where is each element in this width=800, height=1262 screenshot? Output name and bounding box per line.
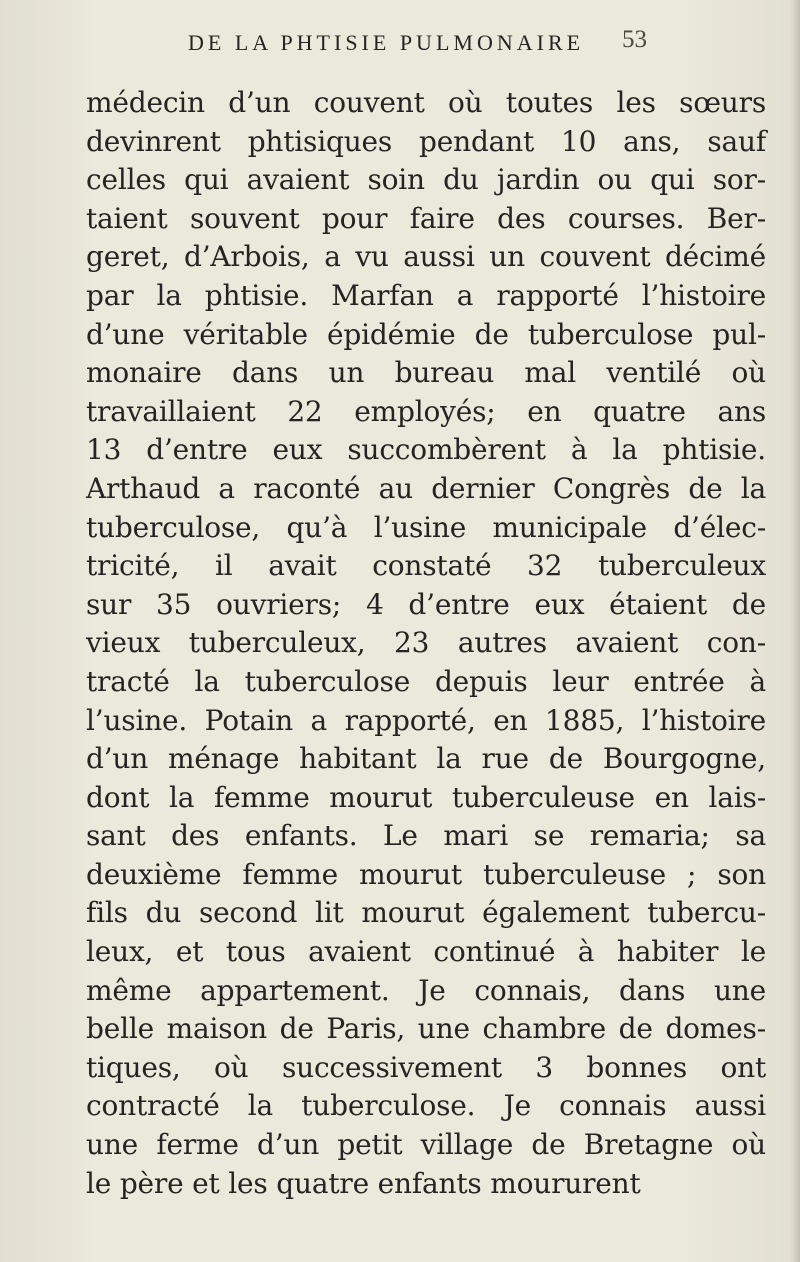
text-line: leux, et tous avaient continué à habiter le — [86, 935, 766, 969]
text-line: Arthaud a raconté au dernier Congrès de la — [86, 471, 766, 505]
text-line: tuberculose, qu’à l’usine municipale d’élec- — [86, 510, 766, 544]
text-line: par la phtisie. Marfan a rapporté l’histoire — [86, 278, 766, 312]
text-line: travaillaient 22 employés; en quatre ans — [86, 394, 766, 428]
text-line: belle maison de Paris, une chambre de domes- — [86, 1012, 766, 1046]
text-line: d’une véritable épidémie de tuberculose pul- — [86, 317, 766, 351]
body-text — [86, 84, 766, 1203]
text-line: contracté la tuberculose. Je connais aussi — [86, 1089, 766, 1123]
text-line: geret, d’Arbois, a vu aussi un couvent décimé — [86, 240, 766, 274]
running-header: DE LA PHTISIE PULMONAIRE — [188, 30, 585, 55]
text-line: devinrent phtisiques pendant 10 ans, sauf — [86, 124, 766, 158]
text-line: monaire dans un bureau mal ventilé où — [86, 356, 766, 390]
text-line: médecin d’un couvent où toutes les sœurs — [86, 86, 766, 119]
text-line: d’un ménage habitant la rue de Bourgogne, — [86, 742, 766, 776]
text-line: sur 35 ouvriers; 4 d’entre eux étaient de — [86, 587, 766, 621]
text-line: dont la femme mourut tuberculeuse en lais- — [86, 780, 766, 814]
text-line: deuxième femme mourut tuberculeuse ; son — [86, 857, 766, 891]
text-line: une ferme d’un petit village de Bretagne où — [86, 1128, 766, 1162]
text-line: vieux tuberculeux, 23 autres avaient con- — [86, 626, 766, 660]
text-line: fils du second lit mourut également tubercu- — [86, 896, 766, 930]
text-line: sant des enfants. Le mari se remaria; sa — [86, 819, 766, 853]
text-line: l’usine. Potain a rapporté, en 1885, l’histoire — [86, 703, 766, 737]
text-line: tiques, où successivement 3 bonnes ont — [86, 1050, 766, 1084]
text-line: tracté la tuberculose depuis leur entrée à — [86, 664, 766, 698]
text-line: même appartement. Je connais, dans une — [86, 973, 766, 1007]
text-line: 13 d’entre eux succombèrent à la phtisie. — [86, 433, 766, 467]
text-line: le père et les quatre enfants moururent — [86, 1166, 641, 1200]
text-line: taient souvent pour faire des courses. Ber- — [86, 201, 766, 235]
page-number: 53 — [622, 26, 647, 53]
page-gutter-shadow — [790, 0, 800, 1262]
text-line: tricité, il avait constaté 32 tuberculeux — [86, 549, 766, 583]
text-line: celles qui avaient soin du jardin ou qui sor- — [86, 163, 766, 197]
